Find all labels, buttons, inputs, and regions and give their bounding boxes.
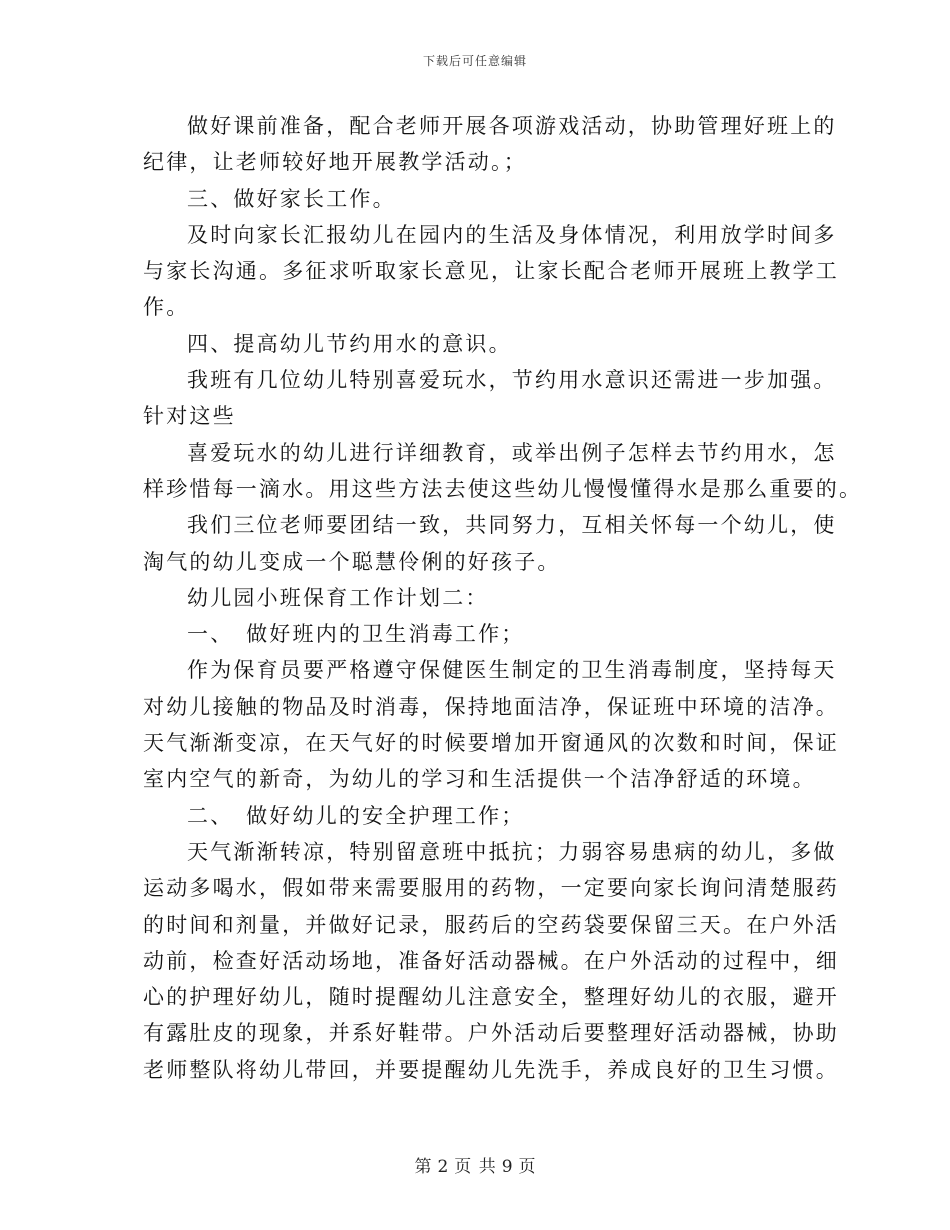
footer-prefix: 第	[414, 1157, 432, 1177]
text-line: 老师整队将幼儿带回，并要提醒幼儿先洗手，养成良好的卫生习惯。	[143, 1057, 839, 1082]
text-line: 针对这些	[143, 404, 236, 429]
text-line: 及时向家长汇报幼儿在园内的生活及身体情况，利用放学时间多	[187, 222, 837, 247]
text-line: 作。	[143, 295, 190, 320]
text-line: 一、 做好班内的卫生消毒工作；	[187, 622, 525, 647]
text-line: 运动多喝水，假如带来需要服用的药物，一定要向家长询问清楚服药	[143, 876, 839, 901]
document-body	[143, 108, 863, 1088]
text-line: 心的护理好幼儿，随时提醒幼儿注意安全，整理好幼儿的衣服，避开	[143, 985, 839, 1010]
page-header: 下载后可任意编辑	[422, 54, 527, 68]
footer-total-pages: 9	[501, 1157, 513, 1177]
text-line: 做好课前准备，配合老师开展各项游戏活动，协助管理好班上的	[187, 114, 837, 138]
footer-current-page: 2	[437, 1157, 449, 1177]
text-line: 三、做好家长工作。	[187, 186, 396, 211]
text-line: 样珍惜每一滴水。用这些方法去使这些幼儿慢慢懂得水是那么重要的。	[143, 476, 863, 501]
footer-suffix: 页	[518, 1157, 536, 1177]
text-line: 有露肚皮的现象，并系好鞋带。户外活动后要整理好活动器械，协助	[143, 1021, 839, 1046]
footer-middle: 页 共	[454, 1157, 496, 1177]
text-line: 室内空气的新奇，为幼儿的学习和生活提供一个洁净舒适的环境。	[143, 767, 816, 792]
text-line: 作为保育员要严格遵守保健医生制定的卫生消毒制度，坚持每天	[187, 658, 837, 683]
page-footer	[0, 1152, 950, 1177]
text-line: 天气渐渐变凉，在天气好的时候要增加开窗通风的次数和时间，保证	[143, 731, 839, 756]
text-line: 对幼儿接触的物品及时消毒，保持地面洁净，保证班中环境的洁净。	[143, 694, 839, 719]
text-line: 的时间和剂量，并做好记录，服药后的空药袋要保留三天。在户外活	[143, 912, 839, 937]
text-line: 我们三位老师要团结一致，共同努力，互相关怀每一个幼儿，使	[187, 513, 837, 538]
text-line: 纪律，让老师较好地开展教学活动。；	[143, 150, 527, 175]
text-line: 幼儿园小班保育工作计划二：	[187, 585, 489, 610]
text-line: 天气渐渐转凉，特别留意班中抵抗；力弱容易患病的幼儿，多做	[187, 839, 837, 864]
text-line: 四、提高幼儿节约用水的意识。	[187, 331, 512, 356]
text-line: 喜爱玩水的幼儿进行详细教育，或举出例子怎样去节约用水，怎	[187, 440, 837, 465]
text-line: 与家长沟通。多征求听取家长意见，让家长配合老师开展班上教学工	[143, 259, 839, 284]
text-line: 二、 做好幼儿的安全护理工作；	[187, 803, 525, 828]
text-line: 我班有几位幼儿特别喜爱玩水，节约用水意识还需进一步加强。	[187, 368, 837, 393]
text-line: 淘气的幼儿变成一个聪慧伶俐的好孩子。	[143, 549, 561, 574]
text-line: 动前，检查好活动场地，准备好活动器械。在户外活动的过程中，细	[143, 948, 839, 973]
